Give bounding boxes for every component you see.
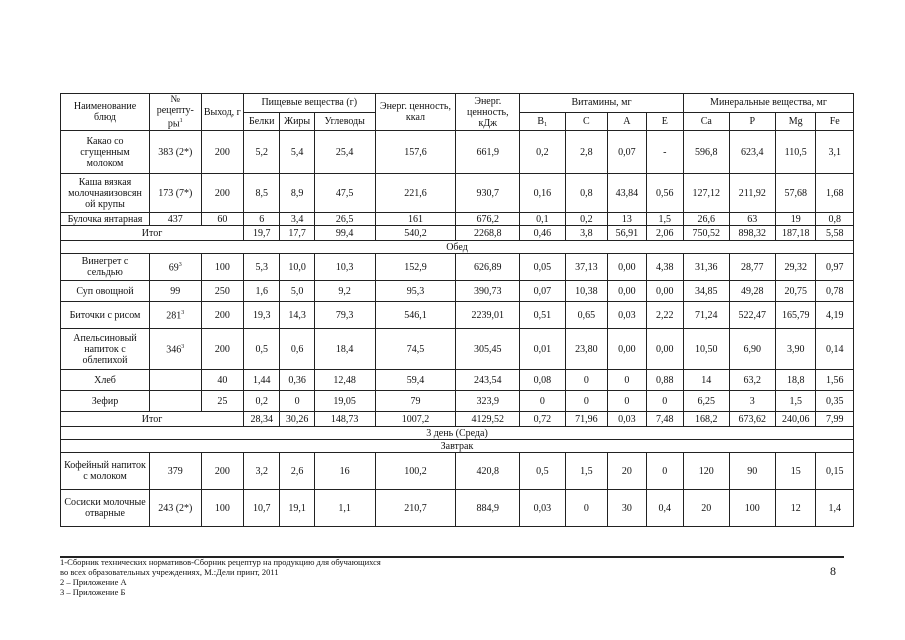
col-header-mg: Mg — [776, 112, 816, 131]
value-vc: 2,8 — [565, 131, 607, 174]
footnote-1a: 1-Сборник технических нормативов-Сборник рецептур на продукцию для обучающихся — [60, 557, 381, 567]
value-mg: 165,79 — [776, 302, 816, 329]
recipe-footnote-ref: 3 — [181, 310, 185, 317]
value-f: 5,0 — [280, 281, 314, 302]
value-f: 8,9 — [280, 174, 314, 213]
value-mg: 3,90 — [776, 329, 816, 370]
value-f: 0,36 — [280, 370, 314, 391]
value-kcal: 74,5 — [375, 329, 456, 370]
value-mg: 20,75 — [776, 281, 816, 302]
value-vc: 0,8 — [565, 174, 607, 213]
dish-name: Хлеб — [61, 370, 150, 391]
value-c: 18,4 — [314, 329, 375, 370]
total-kcal: 1007,2 — [375, 412, 456, 427]
value-fe: 3,1 — [816, 131, 854, 174]
value-p: 623,4 — [729, 131, 776, 174]
value-b: 3,2 — [244, 453, 280, 490]
value-kcal: 95,3 — [375, 281, 456, 302]
col-header-kcal: Энерг. ценность, ккал — [375, 94, 456, 131]
recipe-number: 437 — [150, 213, 202, 226]
col-header-ca: Ca — [683, 112, 729, 131]
value-ca: 6,25 — [683, 391, 729, 412]
value-kcal: 161 — [375, 213, 456, 226]
value-va: 13 — [608, 213, 646, 226]
value-fe: 0,97 — [816, 254, 854, 281]
yield-value: 200 — [201, 302, 243, 329]
total-vc: 71,96 — [565, 412, 607, 427]
section-row — [61, 440, 854, 453]
yield-value: 200 — [201, 131, 243, 174]
value-b: 5,2 — [244, 131, 280, 174]
value-fe: 0,78 — [816, 281, 854, 302]
total-kj: 2268,8 — [456, 226, 520, 241]
value-kj: 626,89 — [456, 254, 520, 281]
total-label: Итог — [61, 412, 244, 427]
value-ve: 0 — [646, 453, 683, 490]
total-va: 0,03 — [608, 412, 646, 427]
yield-value: 40 — [201, 370, 243, 391]
section-row — [61, 427, 854, 440]
value-fe: 0,8 — [816, 213, 854, 226]
table-row — [61, 174, 854, 213]
yield-value: 200 — [201, 329, 243, 370]
value-ve: 0,56 — [646, 174, 683, 213]
footnote-1b: во всех образовательных учреждениях, М.:Дели принт, 2011 — [60, 567, 279, 577]
value-f: 3,4 — [280, 213, 314, 226]
total-fe: 7,99 — [816, 412, 854, 427]
dish-name: Апельсиновый напиток с облепихой — [61, 329, 150, 370]
value-va: 0,03 — [608, 302, 646, 329]
value-vc: 0,65 — [565, 302, 607, 329]
value-f: 2,6 — [280, 453, 314, 490]
col-header-protein: Белки — [244, 112, 280, 131]
value-kcal: 221,6 — [375, 174, 456, 213]
value-va: 0 — [608, 370, 646, 391]
recipe-number — [150, 391, 202, 412]
value-kj: 2239,01 — [456, 302, 520, 329]
table-row — [61, 370, 854, 391]
value-p: 63,2 — [729, 370, 776, 391]
value-p: 28,77 — [729, 254, 776, 281]
total-fe: 5,58 — [816, 226, 854, 241]
col-header-recipe: № рецепту-$ры^1$ — [150, 94, 202, 131]
value-b1: 0,05 — [520, 254, 566, 281]
value-mg: 12 — [776, 490, 816, 527]
recipe-number: 383 (2*) — [150, 131, 202, 174]
table-row — [61, 490, 854, 527]
dish-name: Зефир — [61, 391, 150, 412]
value-c: 47,5 — [314, 174, 375, 213]
value-p: 90 — [729, 453, 776, 490]
value-b: 8,5 — [244, 174, 280, 213]
value-c: 16 — [314, 453, 375, 490]
value-ve: 0,00 — [646, 329, 683, 370]
value-mg: 18,8 — [776, 370, 816, 391]
value-f: 10,0 — [280, 254, 314, 281]
value-c: 10,3 — [314, 254, 375, 281]
value-c: 79,3 — [314, 302, 375, 329]
value-c: 1,1 — [314, 490, 375, 527]
value-b: 1,44 — [244, 370, 280, 391]
dish-name: Винегрет с сельдью — [61, 254, 150, 281]
section-row — [61, 241, 854, 254]
recipe-number: 173 (7*) — [150, 174, 202, 213]
value-b1: 0,51 — [520, 302, 566, 329]
value-ca: 127,12 — [683, 174, 729, 213]
value-kj: 390,73 — [456, 281, 520, 302]
value-p: 6,90 — [729, 329, 776, 370]
recipe-number: $281^3$ — [150, 302, 202, 329]
total-p: 898,32 — [729, 226, 776, 241]
dish-name: Какао со сгущенным молоком — [61, 131, 150, 174]
value-p: 49,28 — [729, 281, 776, 302]
value-fe: 1,56 — [816, 370, 854, 391]
value-kcal: 59,4 — [375, 370, 456, 391]
value-vc: 23,80 — [565, 329, 607, 370]
value-kcal: 79 — [375, 391, 456, 412]
col-header-kj: Энерг. ценность, кДж — [456, 94, 520, 131]
total-vc: 3,8 — [565, 226, 607, 241]
value-c: 12,48 — [314, 370, 375, 391]
total-b1: 0,72 — [520, 412, 566, 427]
value-va: 43,84 — [608, 174, 646, 213]
value-ve: 0,88 — [646, 370, 683, 391]
value-ca: 31,36 — [683, 254, 729, 281]
value-b: 6 — [244, 213, 280, 226]
value-fe: 0,35 — [816, 391, 854, 412]
col-header-c: C — [565, 112, 607, 131]
dish-name: Суп овощной — [61, 281, 150, 302]
col-header-yield: Выход, г — [201, 94, 243, 131]
recipe-number: 99 — [150, 281, 202, 302]
total-va: 56,91 — [608, 226, 646, 241]
table-row — [61, 254, 854, 281]
value-b1: 0,08 — [520, 370, 566, 391]
total-c: 148,73 — [314, 412, 375, 427]
value-b: 10,7 — [244, 490, 280, 527]
value-vc: 0 — [565, 490, 607, 527]
col-header-minerals: Минеральные вещества, мг — [683, 94, 853, 113]
value-b1: 0,5 — [520, 453, 566, 490]
value-ve: - — [646, 131, 683, 174]
value-vc: 10,38 — [565, 281, 607, 302]
col-header-e: E — [646, 112, 683, 131]
value-ca: 26,6 — [683, 213, 729, 226]
value-ca: 596,8 — [683, 131, 729, 174]
yield-value: 100 — [201, 490, 243, 527]
value-kcal: 100,2 — [375, 453, 456, 490]
value-kcal: 157,6 — [375, 131, 456, 174]
section-day: 3 день (Среда) — [61, 427, 854, 440]
value-va: 20 — [608, 453, 646, 490]
value-va: 0,00 — [608, 329, 646, 370]
value-ca: 71,24 — [683, 302, 729, 329]
dish-name: Булочка янтарная — [61, 213, 150, 226]
value-ve: 4,38 — [646, 254, 683, 281]
dish-name: Кофейный напиток с молоком — [61, 453, 150, 490]
table-row — [61, 131, 854, 174]
value-kj: 305,45 — [456, 329, 520, 370]
recipe-number: 379 — [150, 453, 202, 490]
value-fe: 1,68 — [816, 174, 854, 213]
total-b: 28,34 — [244, 412, 280, 427]
total-f: 17,7 — [280, 226, 314, 241]
col-header-carbs: Углеводы — [314, 112, 375, 131]
total-ve: 7,48 — [646, 412, 683, 427]
value-b: 0,2 — [244, 391, 280, 412]
value-f: 0 — [280, 391, 314, 412]
value-f: 0,6 — [280, 329, 314, 370]
footnote-3: 3 – Приложение Б — [60, 587, 126, 597]
value-mg: 19 — [776, 213, 816, 226]
value-vc: 0,2 — [565, 213, 607, 226]
value-mg: 15 — [776, 453, 816, 490]
recipe-number: $346^3$ — [150, 329, 202, 370]
yield-value: 60 — [201, 213, 243, 226]
value-vc: 0 — [565, 391, 607, 412]
total-c: 99,4 — [314, 226, 375, 241]
value-ca: 10,50 — [683, 329, 729, 370]
value-b1: 0,1 — [520, 213, 566, 226]
value-p: 63 — [729, 213, 776, 226]
value-kj: 323,9 — [456, 391, 520, 412]
total-label: Итог — [61, 226, 244, 241]
value-kcal: 546,1 — [375, 302, 456, 329]
total-ca: 168,2 — [683, 412, 729, 427]
value-ve: 0,00 — [646, 281, 683, 302]
value-ca: 34,85 — [683, 281, 729, 302]
value-f: 5,4 — [280, 131, 314, 174]
table-row — [61, 213, 854, 226]
value-f: 19,1 — [280, 490, 314, 527]
value-c: 26,5 — [314, 213, 375, 226]
value-mg: 1,5 — [776, 391, 816, 412]
value-kj: 930,7 — [456, 174, 520, 213]
recipe-number — [150, 370, 202, 391]
table-row — [61, 391, 854, 412]
value-b1: 0,2 — [520, 131, 566, 174]
value-c: 25,4 — [314, 131, 375, 174]
value-va: 0,07 — [608, 131, 646, 174]
value-b: 19,3 — [244, 302, 280, 329]
dish-name: Каша вязкая молочнаяизовсян ой крупы — [61, 174, 150, 213]
total-f: 30,26 — [280, 412, 314, 427]
col-header-a: A — [608, 112, 646, 131]
value-mg: 110,5 — [776, 131, 816, 174]
yield-value: 25 — [201, 391, 243, 412]
table-row — [61, 453, 854, 490]
dish-name: Сосиски молочные отварные — [61, 490, 150, 527]
value-b1: 0,01 — [520, 329, 566, 370]
value-mg: 57,68 — [776, 174, 816, 213]
value-vc: 0 — [565, 370, 607, 391]
value-b: 0,5 — [244, 329, 280, 370]
value-kj: 243,54 — [456, 370, 520, 391]
value-fe: 0,14 — [816, 329, 854, 370]
value-fe: 4,19 — [816, 302, 854, 329]
value-p: 3 — [729, 391, 776, 412]
table-row — [61, 302, 854, 329]
total-mg: 240,06 — [776, 412, 816, 427]
value-ca: 14 — [683, 370, 729, 391]
total-b: 19,7 — [244, 226, 280, 241]
value-mg: 29,32 — [776, 254, 816, 281]
value-b1: 0,03 — [520, 490, 566, 527]
value-c: 19,05 — [314, 391, 375, 412]
total-row — [61, 412, 854, 427]
value-p: 522,47 — [729, 302, 776, 329]
value-va: 30 — [608, 490, 646, 527]
value-ca: 20 — [683, 490, 729, 527]
total-p: 673,62 — [729, 412, 776, 427]
menu-table — [60, 93, 854, 527]
yield-value: 100 — [201, 254, 243, 281]
total-row — [61, 226, 854, 241]
table-row — [61, 329, 854, 370]
value-kj: 884,9 — [456, 490, 520, 527]
value-b: 1,6 — [244, 281, 280, 302]
value-va: 0,00 — [608, 281, 646, 302]
value-kj: 676,2 — [456, 213, 520, 226]
value-ca: 120 — [683, 453, 729, 490]
value-va: 0 — [608, 391, 646, 412]
recipe-footnote-ref: 3 — [178, 262, 182, 269]
total-ve: 2,06 — [646, 226, 683, 241]
value-fe: 1,4 — [816, 490, 854, 527]
value-vc: 37,13 — [565, 254, 607, 281]
value-ve: 1,5 — [646, 213, 683, 226]
value-b: 5,3 — [244, 254, 280, 281]
total-b1: 0,46 — [520, 226, 566, 241]
value-ve: 0 — [646, 391, 683, 412]
footnotes — [60, 557, 381, 597]
value-kcal: 210,7 — [375, 490, 456, 527]
value-ve: 2,22 — [646, 302, 683, 329]
total-mg: 187,18 — [776, 226, 816, 241]
total-ca: 750,52 — [683, 226, 729, 241]
recipe-footnote-ref: 3 — [181, 344, 185, 351]
col-header-p: P — [729, 112, 776, 131]
recipe-number: $69^3$ — [150, 254, 202, 281]
col-header-nutrients: Пищевые вещества (г) — [244, 94, 375, 113]
yield-value: 200 — [201, 174, 243, 213]
footnote-2: 2 – Приложение А — [60, 577, 127, 587]
dish-name: Биточки с рисом — [61, 302, 150, 329]
value-b1: 0 — [520, 391, 566, 412]
value-b1: 0,07 — [520, 281, 566, 302]
value-kj: 420,8 — [456, 453, 520, 490]
total-kj: 4129,52 — [456, 412, 520, 427]
value-b1: 0,16 — [520, 174, 566, 213]
value-kj: 661,9 — [456, 131, 520, 174]
page-number: 8 — [830, 564, 836, 578]
col-header-name: Наименование блюд — [61, 94, 150, 131]
value-va: 0,00 — [608, 254, 646, 281]
yield-value: 200 — [201, 453, 243, 490]
table-row — [61, 281, 854, 302]
value-ve: 0,4 — [646, 490, 683, 527]
value-p: 100 — [729, 490, 776, 527]
section-breakfast: Завтрак — [61, 440, 854, 453]
value-c: 9,2 — [314, 281, 375, 302]
value-f: 14,3 — [280, 302, 314, 329]
section-lunch: Обед — [61, 241, 854, 254]
value-fe: 0,15 — [816, 453, 854, 490]
value-p: 211,92 — [729, 174, 776, 213]
col-header-b1: B₁ — [520, 112, 566, 131]
value-kcal: 152,9 — [375, 254, 456, 281]
value-vc: 1,5 — [565, 453, 607, 490]
col-header-vitamins: Витамины, мг — [520, 94, 684, 113]
col-header-fe: Fe — [816, 112, 854, 131]
yield-value: 250 — [201, 281, 243, 302]
total-kcal: 540,2 — [375, 226, 456, 241]
col-header-fat: Жиры — [280, 112, 314, 131]
recipe-number: 243 (2*) — [150, 490, 202, 527]
